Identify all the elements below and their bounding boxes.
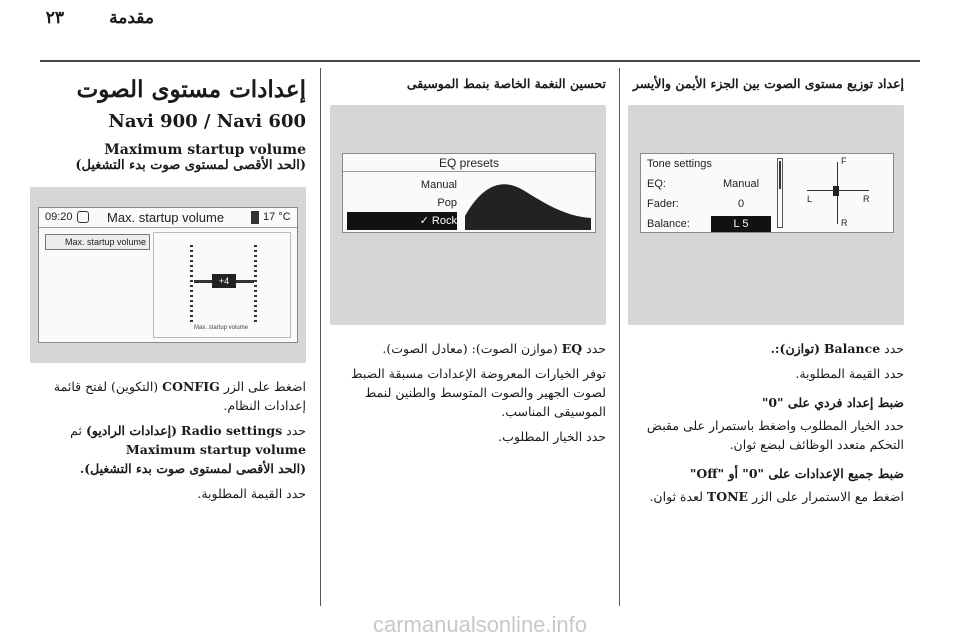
list-item: Pop — [437, 197, 457, 209]
right-label: R — [863, 194, 870, 204]
instruction-eq — [330, 339, 606, 358]
balance-column — [628, 76, 904, 506]
instruction-config — [30, 377, 306, 415]
text-fragment: حدد — [884, 341, 904, 356]
balance-heading: إعداد توزيع مستوى الصوت بين الجزء الأيمن والأيسر — [632, 76, 904, 91]
row-value: 0 — [737, 198, 745, 210]
display-status-bar — [39, 208, 297, 228]
text-fragment: (موازن الصوت): (معادل الصوت). — [382, 341, 558, 356]
text-fragment: (إعدادات الراديو) — [85, 423, 178, 438]
watermark: carmanualsonline.info — [372, 612, 588, 637]
volume-scale-panel — [153, 232, 291, 338]
row-label: EQ: — [647, 178, 666, 190]
eq-screenshot — [330, 105, 606, 325]
text-fragment: (توازن):. — [770, 341, 820, 356]
volume-value: +4 — [212, 274, 236, 288]
menu-item-startup-volume: Max. startup volume — [45, 234, 150, 250]
text-fragment: (التكوين) لفتح قائمة إعدادات النظام. — [53, 379, 306, 413]
text-fragment: حدد — [286, 423, 306, 438]
front-label: F — [841, 156, 847, 166]
key-config: CONFIG — [162, 379, 220, 394]
key-eq: EQ — [561, 341, 583, 356]
column-divider — [320, 68, 321, 606]
instruction-balance — [628, 339, 904, 358]
startup-volume-display — [38, 207, 298, 343]
header-divider — [40, 60, 920, 62]
page-number: ٢٣ — [45, 8, 64, 28]
reset-single-heading: ضبط إعداد فردي على "0" — [761, 395, 904, 410]
battery-icon — [251, 211, 259, 224]
eq-curve-icon — [463, 176, 593, 230]
scale-dots-right — [254, 245, 257, 323]
reset-all-description — [628, 487, 904, 506]
volume-settings-column — [30, 72, 306, 503]
startup-volume-screenshot — [30, 187, 306, 363]
eq-description: توفر الخيارات المعروضة الإعدادات مسبقة الضبط لصوت الجهير والصوت المتوسط والطنين لنمط الموسيقى المناسب. — [351, 366, 606, 419]
clock-time: 09:20 — [45, 211, 73, 223]
left-label: L — [807, 194, 813, 204]
scrollbar — [777, 158, 783, 228]
reset-single-description: حدد الخيار المطلوب واضغط باستمرار على مقبض التحكم متعدد الوظائف لبضع ثوان. — [646, 418, 904, 452]
row-value-selected: L 5 — [711, 216, 771, 232]
row-label: Balance: — [647, 218, 690, 230]
text-fragment: اضغط على الزر — [223, 379, 306, 394]
startup-volume-heading: Maximum startup volume — [104, 142, 306, 158]
tone-settings-screenshot — [628, 105, 904, 325]
section-title: إعدادات مستوى الصوت — [76, 76, 306, 103]
eq-display — [342, 153, 596, 233]
text-fragment: (الحد الأقصى لمستوى صوت بدء التشغيل). — [79, 461, 306, 476]
balance-position-marker — [833, 186, 839, 196]
instruction-select-value: حدد القيمة المطلوبة. — [197, 486, 306, 501]
text-fragment: اضغط مع الاستمرار على الزر — [752, 489, 904, 504]
display-title: EQ presets — [343, 154, 595, 172]
instruction-select-option: حدد الخيار المطلوب. — [498, 429, 606, 444]
reset-all-heading: ضبط جميع الإعدادات على "0" أو "Off" — [689, 466, 904, 481]
tone-settings-display — [640, 153, 894, 233]
rear-label: R — [841, 218, 848, 228]
text-fragment: ثم — [70, 423, 82, 438]
key-balance: Balance — [823, 341, 881, 356]
display-title: Max. startup volume — [107, 210, 225, 225]
row-label: Fader: — [647, 198, 679, 210]
page-header-title: مقدمة — [109, 8, 154, 28]
startup-volume-subheading: (الحد الأقصى لمستوى صوت بدء التشغيل) — [75, 158, 306, 173]
clock-icon — [77, 211, 89, 223]
scale-caption: Max. startup volume — [194, 325, 249, 331]
key-tone: TONE — [706, 489, 749, 504]
text-fragment: Maximum startup volume — [125, 442, 306, 457]
display-title: Tone settings — [647, 158, 712, 170]
scale-dots-left — [190, 245, 193, 323]
text-fragment: حدد — [586, 341, 606, 356]
eq-column — [330, 76, 606, 446]
eq-heading: تحسين النغمة الخاصة بنمط الموسيقى — [406, 76, 606, 91]
text-fragment: لعدة ثوان. — [649, 489, 703, 504]
key-radio-settings: Radio settings — [181, 423, 283, 438]
list-item-selected: ✓ Rock — [347, 212, 457, 230]
instruction-select-value: حدد القيمة المطلوبة. — [795, 366, 904, 381]
list-item: Manual — [420, 179, 457, 191]
row-value: Manual — [722, 178, 760, 190]
instruction-radio-settings — [30, 421, 306, 478]
temperature: 17 °C — [263, 211, 291, 223]
column-divider — [619, 68, 620, 606]
model-line: Navi 900 / Navi 600 — [108, 111, 306, 132]
